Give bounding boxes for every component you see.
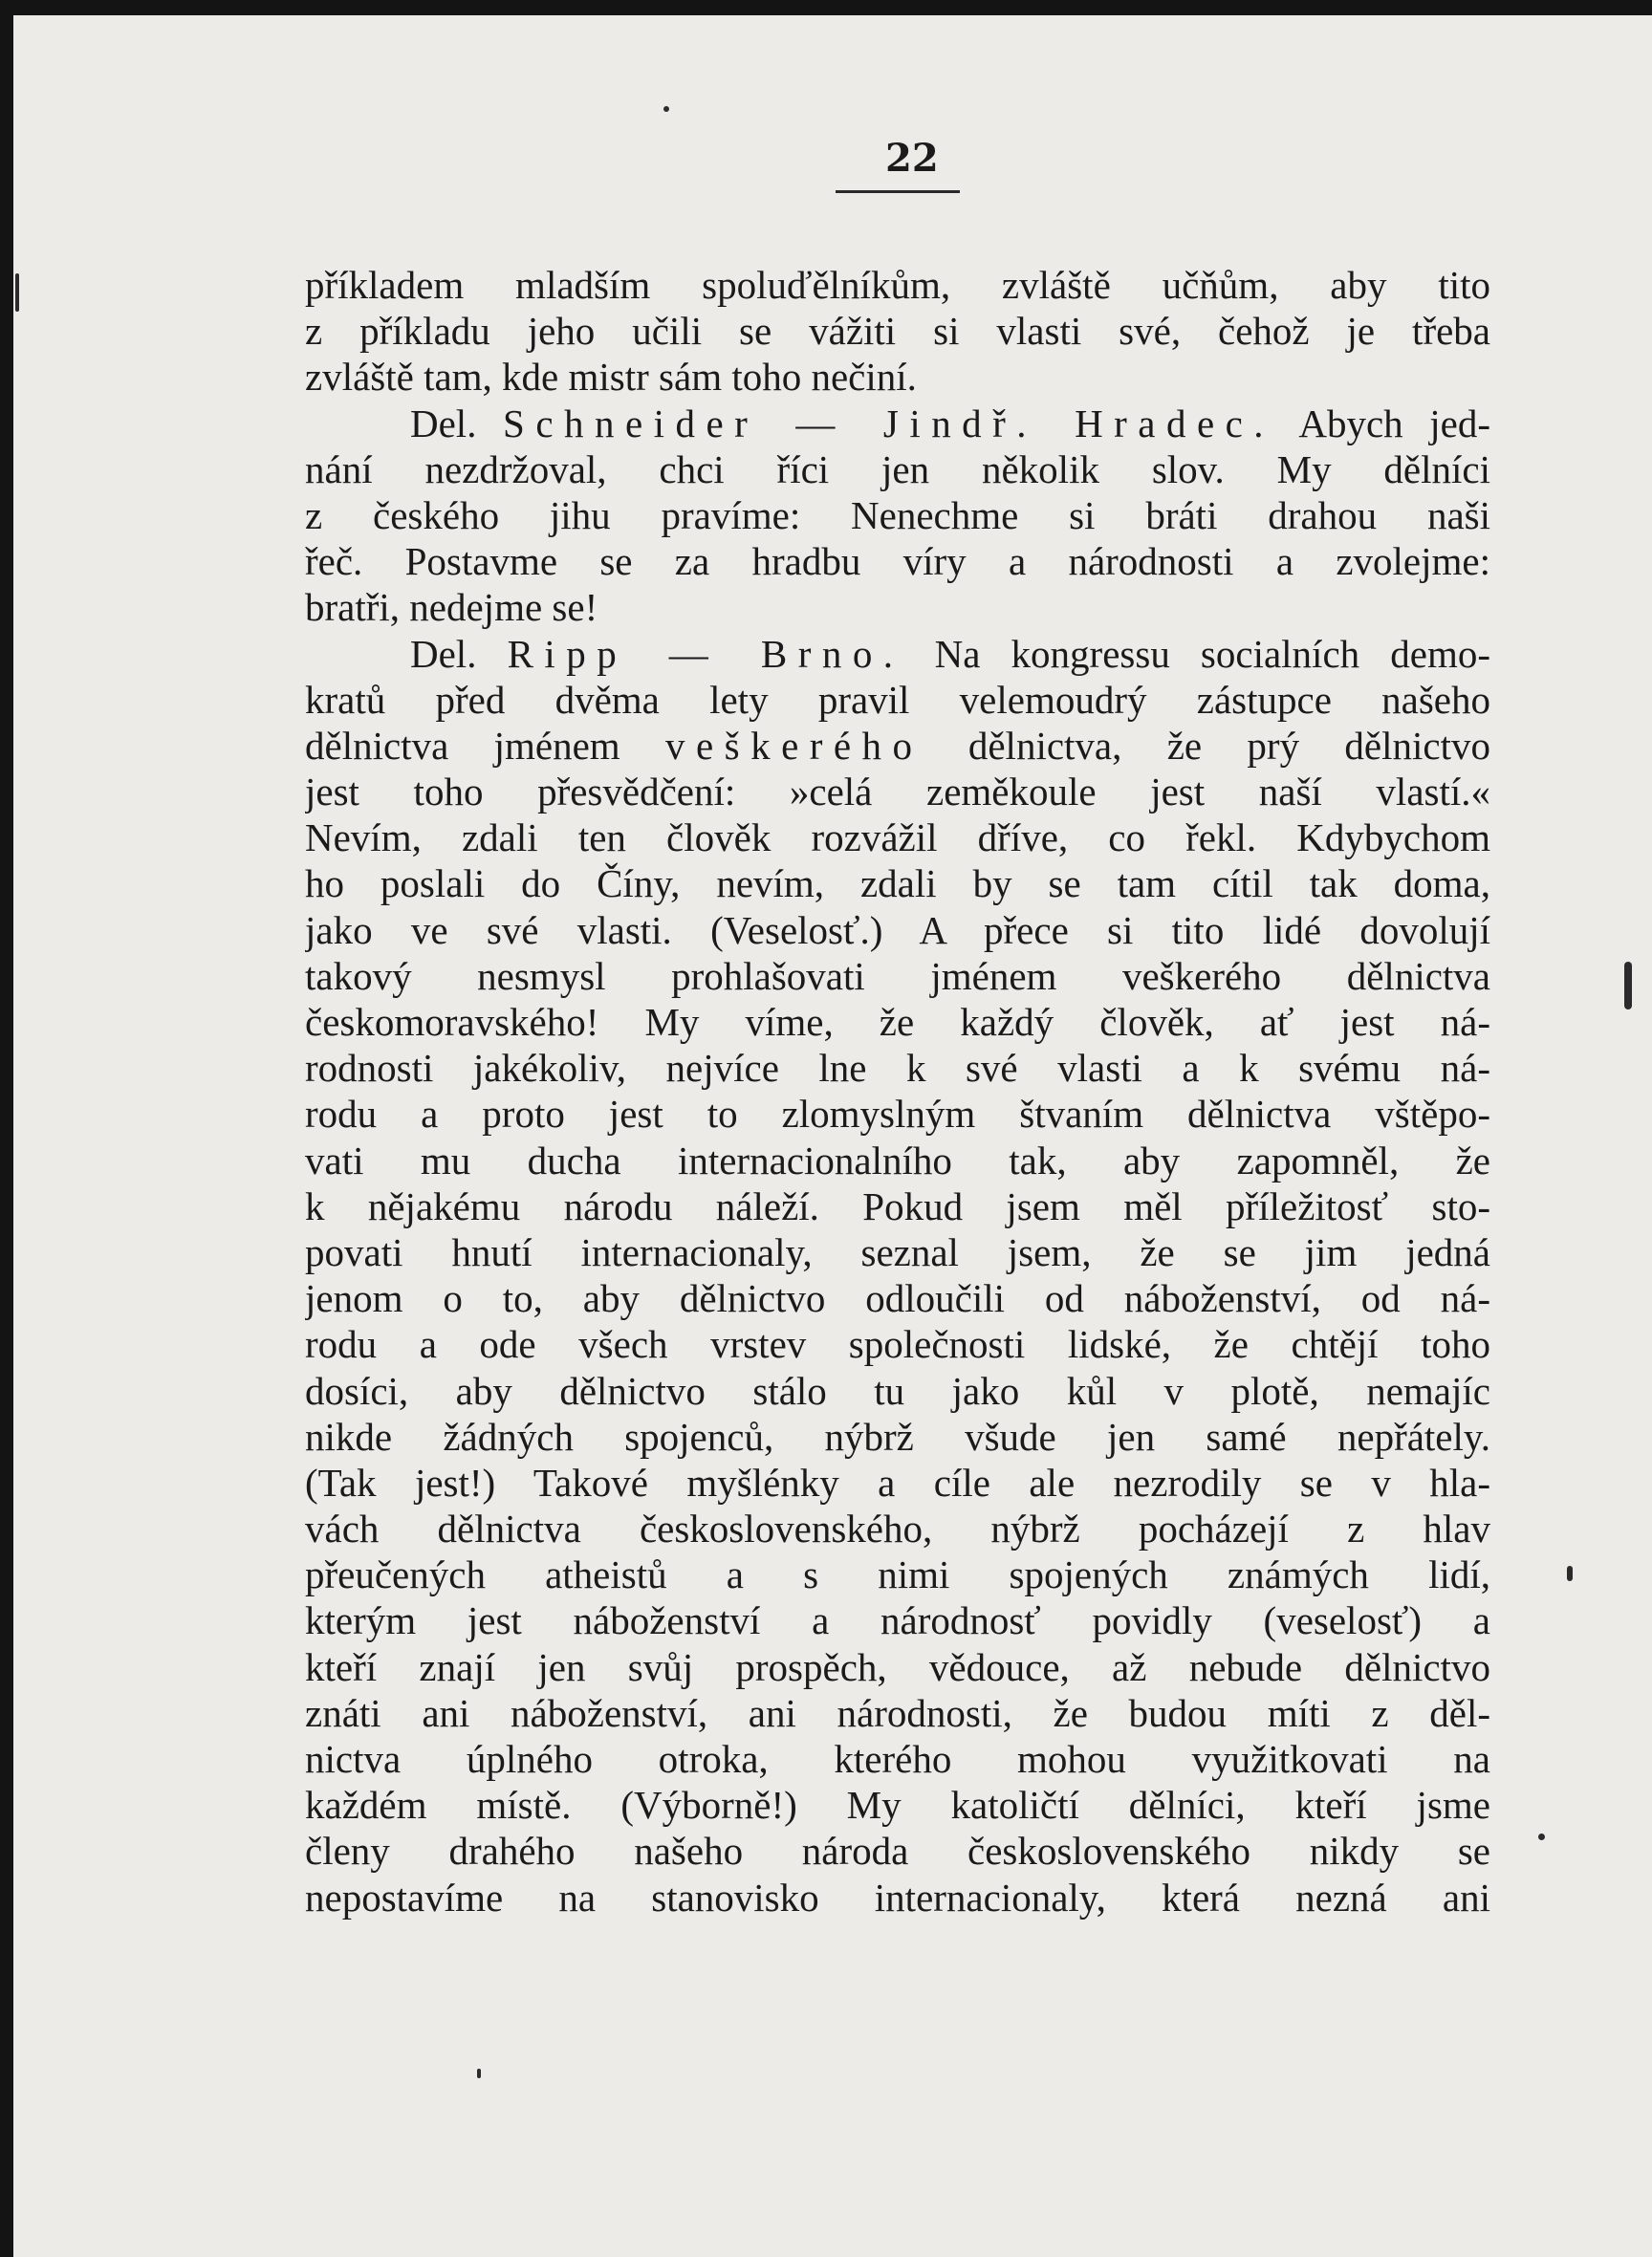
text-line: zvláště tam, kde mistr sám toho nečiní. [305,355,917,400]
text-line: rodu a ode všech vrstev společnosti lidské, že chtějí toho [305,1322,1490,1367]
text-fragment: dělnictva, že prý dělnictvo [923,723,1490,768]
text-line: ho poslali do Číny, nevím, zdali by se tam cítil tak doma, [305,861,1490,906]
text-line: nepostavíme na stanovisko internacionaly, která nezná ani [305,1875,1490,1920]
text-fragment: Del. [410,401,504,445]
page-number: 22 [885,136,939,181]
text-line: rodu a proto jest to zlomyslným štvaním dělnictva vštěpo- [305,1092,1490,1137]
text-fragment: Del. [410,631,508,676]
page-number-rule [836,190,960,193]
text-line: z českého jihu pravíme: Nenechme si bráti drahou naši [305,492,1490,537]
text-line: českomoravského! My víme, že každý člověk, ať jest ná- [305,1000,1490,1044]
scan-speck [1567,1566,1573,1581]
text-line: rodnosti jakékoliv, nejvíce lne k své vlasti a k svému ná- [305,1046,1490,1091]
text-line: nikde žádných spojenců, nýbrž všude jen samé nepřátely. [305,1414,1490,1459]
text-line: znáti ani náboženství, ani národnosti, že budou míti z děl- [305,1690,1490,1735]
speaker-name: Schneider — Jindř. Hradec. [503,401,1275,445]
text-line: jako ve své vlasti. (Veselosť.) A přece si tito lidé dovolují [305,907,1490,952]
body-text [305,262,1490,1921]
text-line [305,401,1490,446]
text-line: řeč. Postavme se za hradbu víry a národnosti a zvolejme: [305,539,1490,584]
text-line [305,723,1490,769]
text-line: nictva úplného otroka, kterého mohou využitkovati na [305,1737,1490,1781]
text-line: kratů před dvěma lety pravil velemoudrý zástupce našeho [305,677,1490,722]
text-fragment: Na kongressu socialních demo- [903,631,1490,676]
text-line: z příkladu jeho učili se vážiti si vlasti své, čehož je třeba [305,309,1490,354]
text-line: vách dělnictva československého, nýbrž pocházejí z hlav [305,1507,1490,1552]
text-line: povati hnutí internacionaly, seznal jsem, že se jim jedná [305,1229,1490,1274]
scan-speck [15,273,19,312]
text-line: dosíci, aby dělnictvo stálo tu jako kůl v plotě, nemajíc [305,1368,1490,1413]
text-line: každém místě. (Výborně!) My katoličtí dělníci, kteří jsme [305,1783,1490,1828]
text-line [305,631,1490,677]
text-line: Nevím, zdali ten člověk rozvážil dříve, co řekl. Kdybychom [305,815,1490,860]
text-line: vati mu ducha internacionalního tak, aby zapomněl, že [305,1138,1490,1183]
text-line: přeučených atheistů a s nimi spojených známých lidí, [305,1552,1490,1597]
text-line: bratři, nedejme se! [305,585,598,630]
text-line: příkladem mladším spoluďělníkům, zvláště učňům, aby tito [305,263,1490,307]
text-fragment: dělnictva jménem [305,723,665,768]
scan-speck [1624,962,1632,1009]
text-line: členy drahého našeho národa československého nikdy se [305,1829,1490,1874]
text-line: kterým jest náboženství a národnosť povidly (veselosť) a [305,1598,1490,1643]
text-line: nání nezdržoval, chci říci jen několik slov. My dělníci [305,446,1490,491]
text-line: takový nesmysl prohlašovati jménem veškerého dělnictva [305,953,1490,998]
text-line: (Tak jest!) Takové myšlénky a cíle ale nezrodily se v hla- [305,1460,1490,1505]
scanned-page [13,15,1652,2257]
scan-speck [477,2069,481,2078]
speaker-name: veškerého [665,723,924,768]
text-line: kteří znají jen svůj prospěch, vědouce, až nebude dělnictvo [305,1644,1490,1689]
text-line: jest toho přesvědčení: »celá zeměkoule jest naší vlastí.« [305,770,1490,814]
scan-speck [663,106,669,112]
speaker-name: Ripp — Brno. [507,631,904,676]
text-fragment: Abych jed- [1274,401,1490,445]
text-line: k nějakému národu náleží. Pokud jsem měl příležitosť sto- [305,1183,1490,1228]
text-line: jenom o to, aby dělnictvo odloučili od náboženství, od ná- [305,1276,1490,1321]
scan-speck [1538,1834,1545,1840]
